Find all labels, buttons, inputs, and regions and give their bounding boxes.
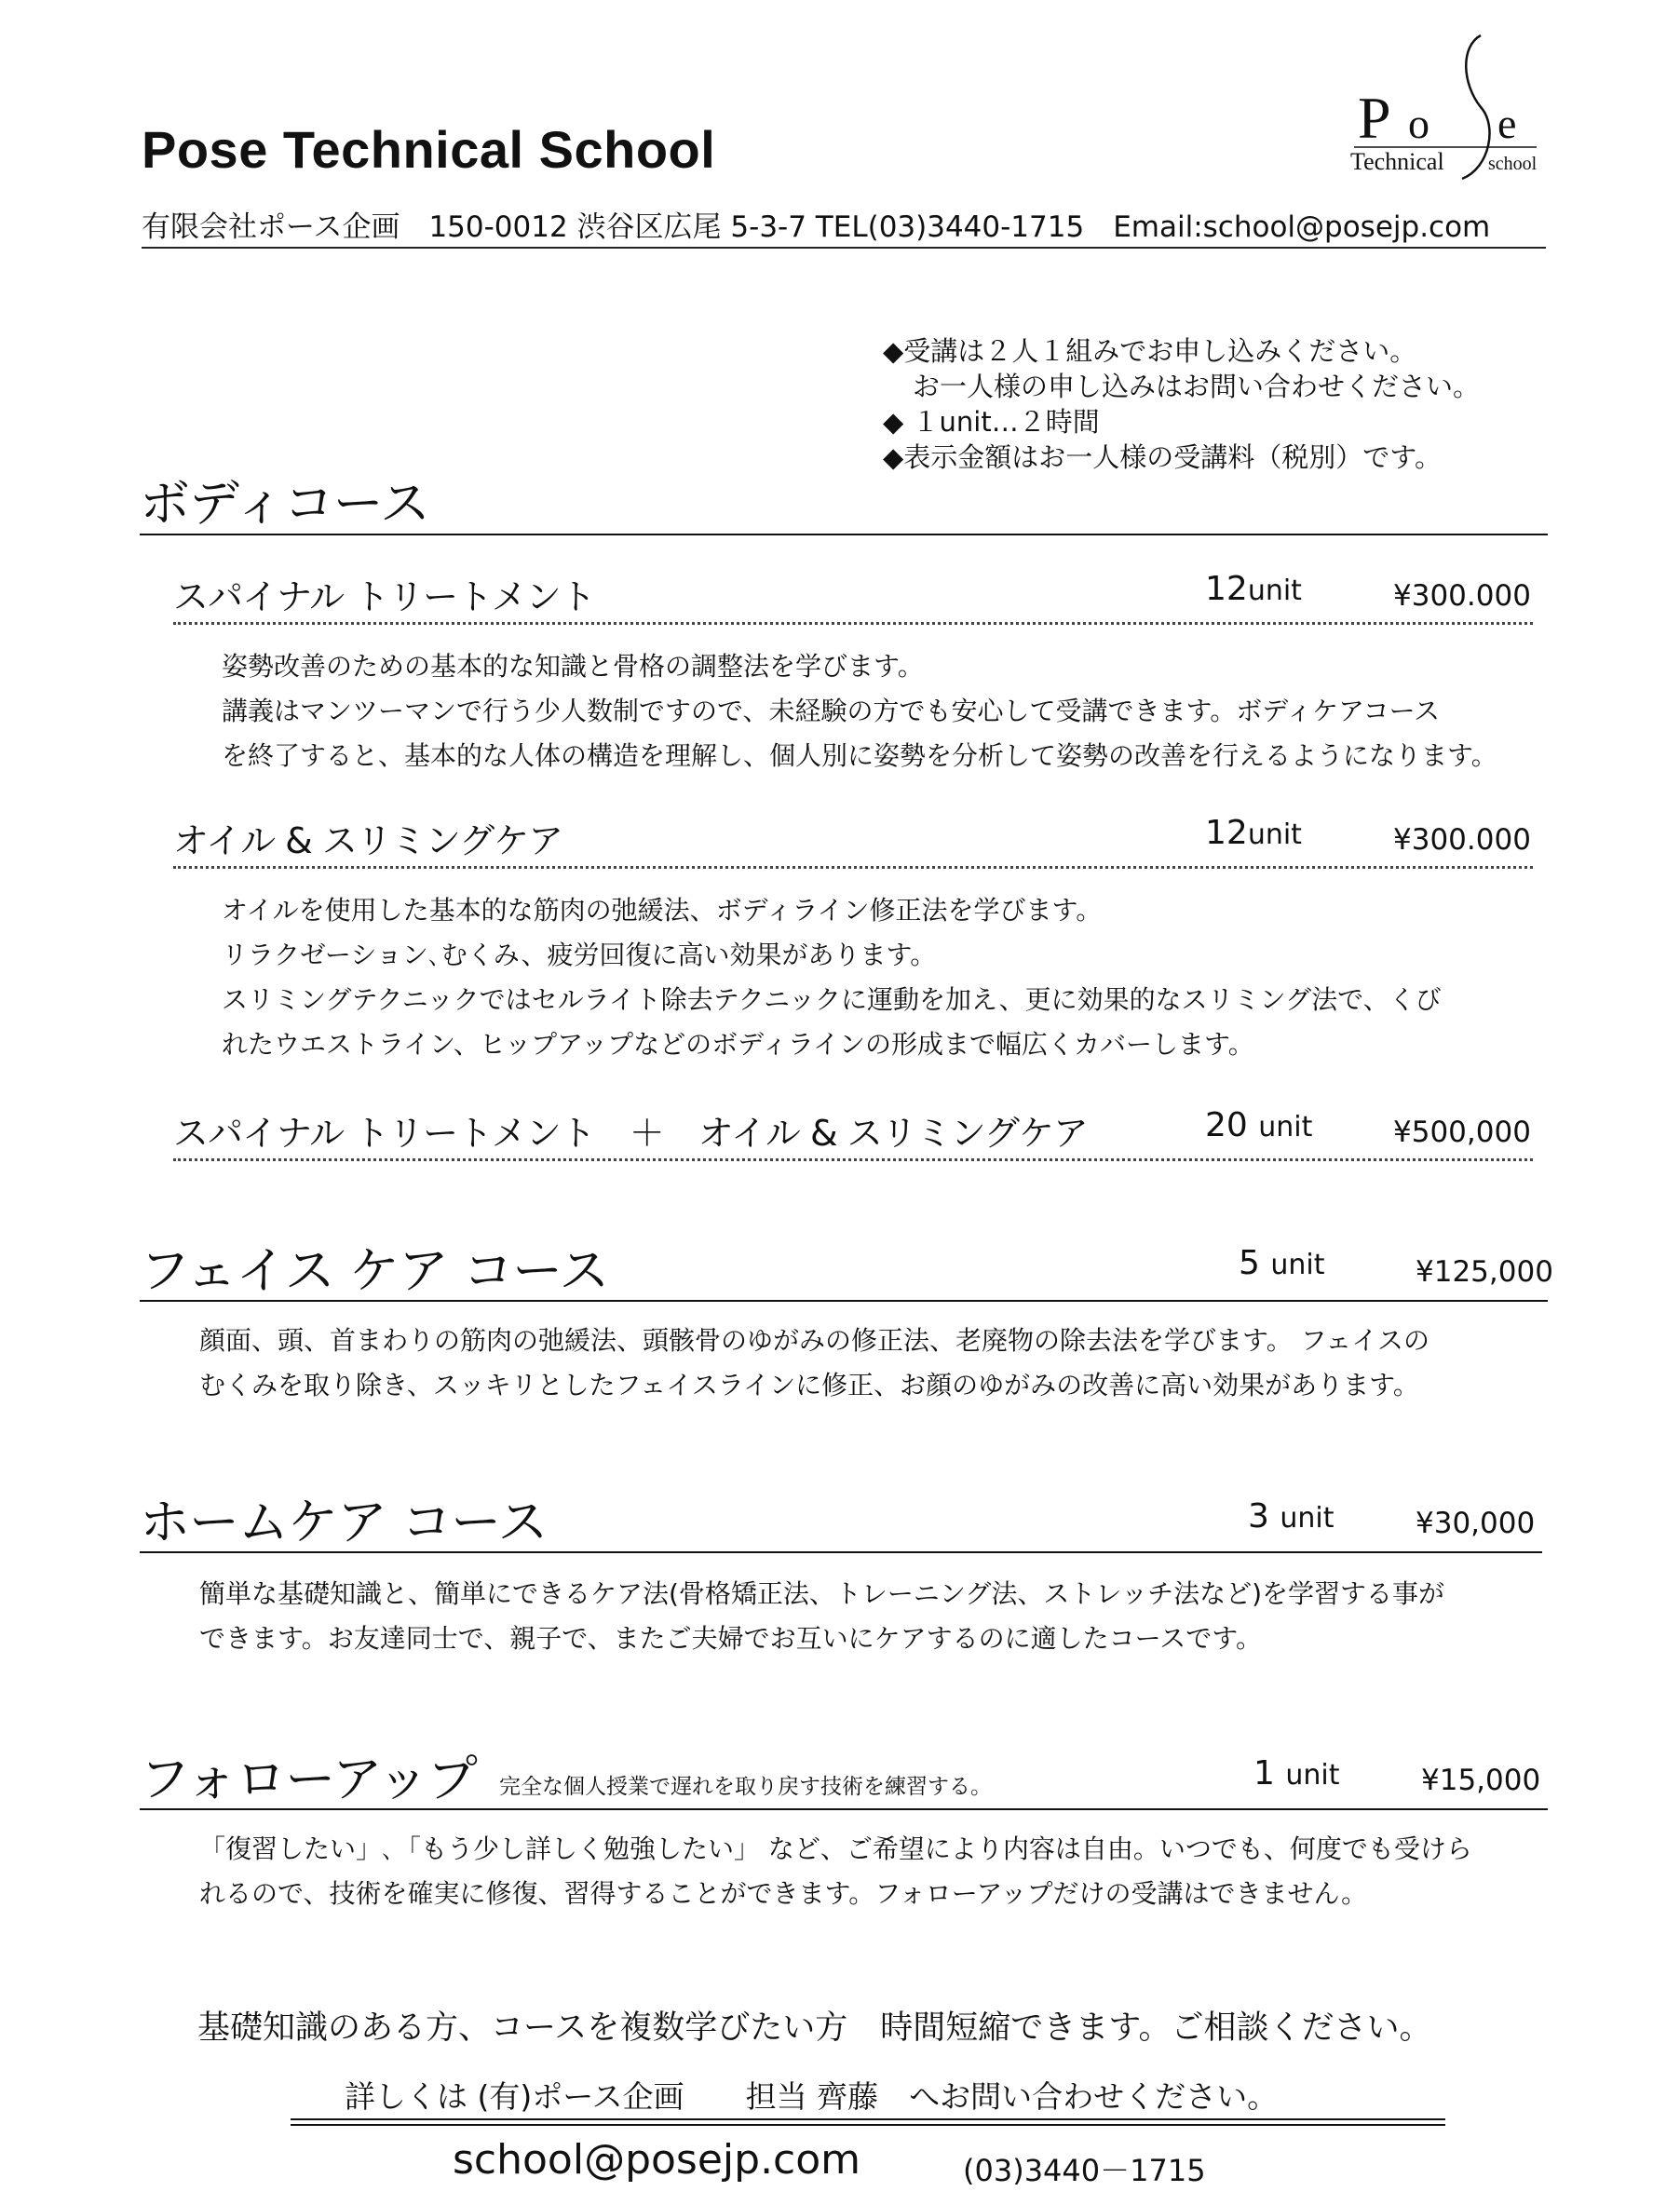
home-price: ¥30,000: [1416, 1507, 1536, 1540]
logo-school: school: [1488, 154, 1538, 174]
home-description: 簡単な基礎知識と、簡単にできるケア法(骨格矯正法、トレーニング法、ストレッチ法など)を学習する事が できます。お友達同士で、親子で、またご夫婦でお互いにケアするのに適したコースです。: [199, 1578, 1445, 1654]
followup-title: フォローアップ: [140, 1750, 477, 1808]
home-course-rule: [140, 1551, 1542, 1553]
logo-technical: Technical: [1350, 148, 1444, 175]
pose-logo: [1341, 28, 1546, 186]
home-course-title: ホームケア コース: [140, 1493, 548, 1551]
oil-price: ¥300.000: [1393, 823, 1531, 857]
note-item: ◆ １unit…２時間: [883, 406, 1100, 438]
home-units: 3 unit: [1248, 1497, 1335, 1535]
logo-letter-p: P: [1358, 85, 1391, 151]
followup-description: 「復習したい」､「もう少し詳しく勉強したい」 など、ご希望により内容は自由。いつでも、何度でも受けら れるので、技術を確実に修復、習得することができます。フォローアップだけの受講はできません。: [199, 1833, 1472, 1909]
face-course-title: フェイス ケア コース: [140, 1241, 609, 1300]
combo-dotted-rule: [173, 1158, 1533, 1161]
footer-email[interactable]: school@posejp.com: [453, 2136, 861, 2184]
oil-dotted-rule: [173, 866, 1533, 869]
face-description: 顔面、頭、首まわりの筋肉の弛緩法、頭骸骨のゆがみの修正法、老廃物の除去法を学びます。 フェイスの むくみを取り除き、スッキリとしたフェイスラインに修正、お顔のゆがみの改善に高い効果があります。: [199, 1325, 1429, 1400]
note-item: お一人様の申し込みはお問い合わせください。: [913, 371, 1481, 402]
spinal-description: 姿勢改善のための基本的な知識と骨格の調整法を学びます。 講義はマンツーマンで行う少人数制ですので、未経験の方でも安心して受講できます。ボディケアコース を終了すると、基本的な人体の構造を理解し、個人別に姿勢を分析して姿勢の改善を行えるようになります。: [222, 651, 1497, 771]
logo-letter-e: e: [1497, 100, 1517, 147]
face-course-rule: [140, 1300, 1548, 1302]
combo-title: スパイナル トリートメント ＋ オイル & スリミングケア: [173, 1113, 1088, 1154]
logo-letter-o: o: [1408, 100, 1429, 147]
note-item: ◆表示金額はお一人様の受講料（税別）です。: [883, 441, 1442, 473]
combo-price: ¥500,000: [1393, 1116, 1531, 1149]
footer-phone: (03)3440－1715: [963, 2153, 1206, 2188]
oil-description: オイルを使用した基本的な筋肉の弛緩法、ボディライン修正法を学びます。 リラクゼーション､むくみ、疲労回復に高い効果があります。 スリミングテクニックではセルライト除去テクニックに運動を加え、更に効果的なスリミング法で、くび れたウエストライン、ヒップアップなどのボディラインの形成まで幅広くカバーします。: [222, 895, 1442, 1060]
followup-units: 1 unit: [1253, 1754, 1340, 1792]
face-price: ¥125,000: [1416, 1255, 1553, 1289]
oil-units: 12unit: [1205, 814, 1302, 852]
footer-double-rule: [291, 2118, 1445, 2126]
body-course-title: ボディコース: [140, 474, 429, 533]
header-divider: [142, 247, 1546, 249]
body-course-rule: [140, 534, 1548, 535]
booking-notes: [883, 333, 1480, 475]
oil-title: オイル & スリミングケア: [173, 820, 563, 861]
closing-message: 基礎知識のある方、コースを複数学びたい方 時間短縮できます。ご相談ください。: [197, 2009, 1432, 2047]
contact-message: 詳しくは (有)ポース企画 担当 齊藤 へお問い合わせください。: [345, 2078, 1279, 2115]
note-item: ◆受講は２人１組みでお申し込みください。: [883, 335, 1417, 367]
spinal-dotted-rule: [173, 622, 1533, 625]
spinal-units: 12unit: [1205, 570, 1302, 608]
followup-tagline: 完全な個人授業で遅れを取り戻す技術を練習する。: [499, 1775, 992, 1799]
address-line: 有限会社ポース企画 150-0012 渋谷区広尾 5-3-7 TEL(03)3440-1715 Email:school@posejp.com: [142, 210, 1491, 244]
combo-units: 20 unit: [1205, 1106, 1313, 1144]
spinal-title: スパイナル トリートメント: [173, 576, 595, 617]
spinal-price: ¥300.000: [1393, 579, 1531, 613]
face-units: 5 unit: [1239, 1244, 1325, 1282]
school-name: Pose Technical School: [142, 120, 716, 179]
followup-price: ¥15,000: [1421, 1764, 1541, 1797]
followup-rule: [140, 1808, 1548, 1810]
